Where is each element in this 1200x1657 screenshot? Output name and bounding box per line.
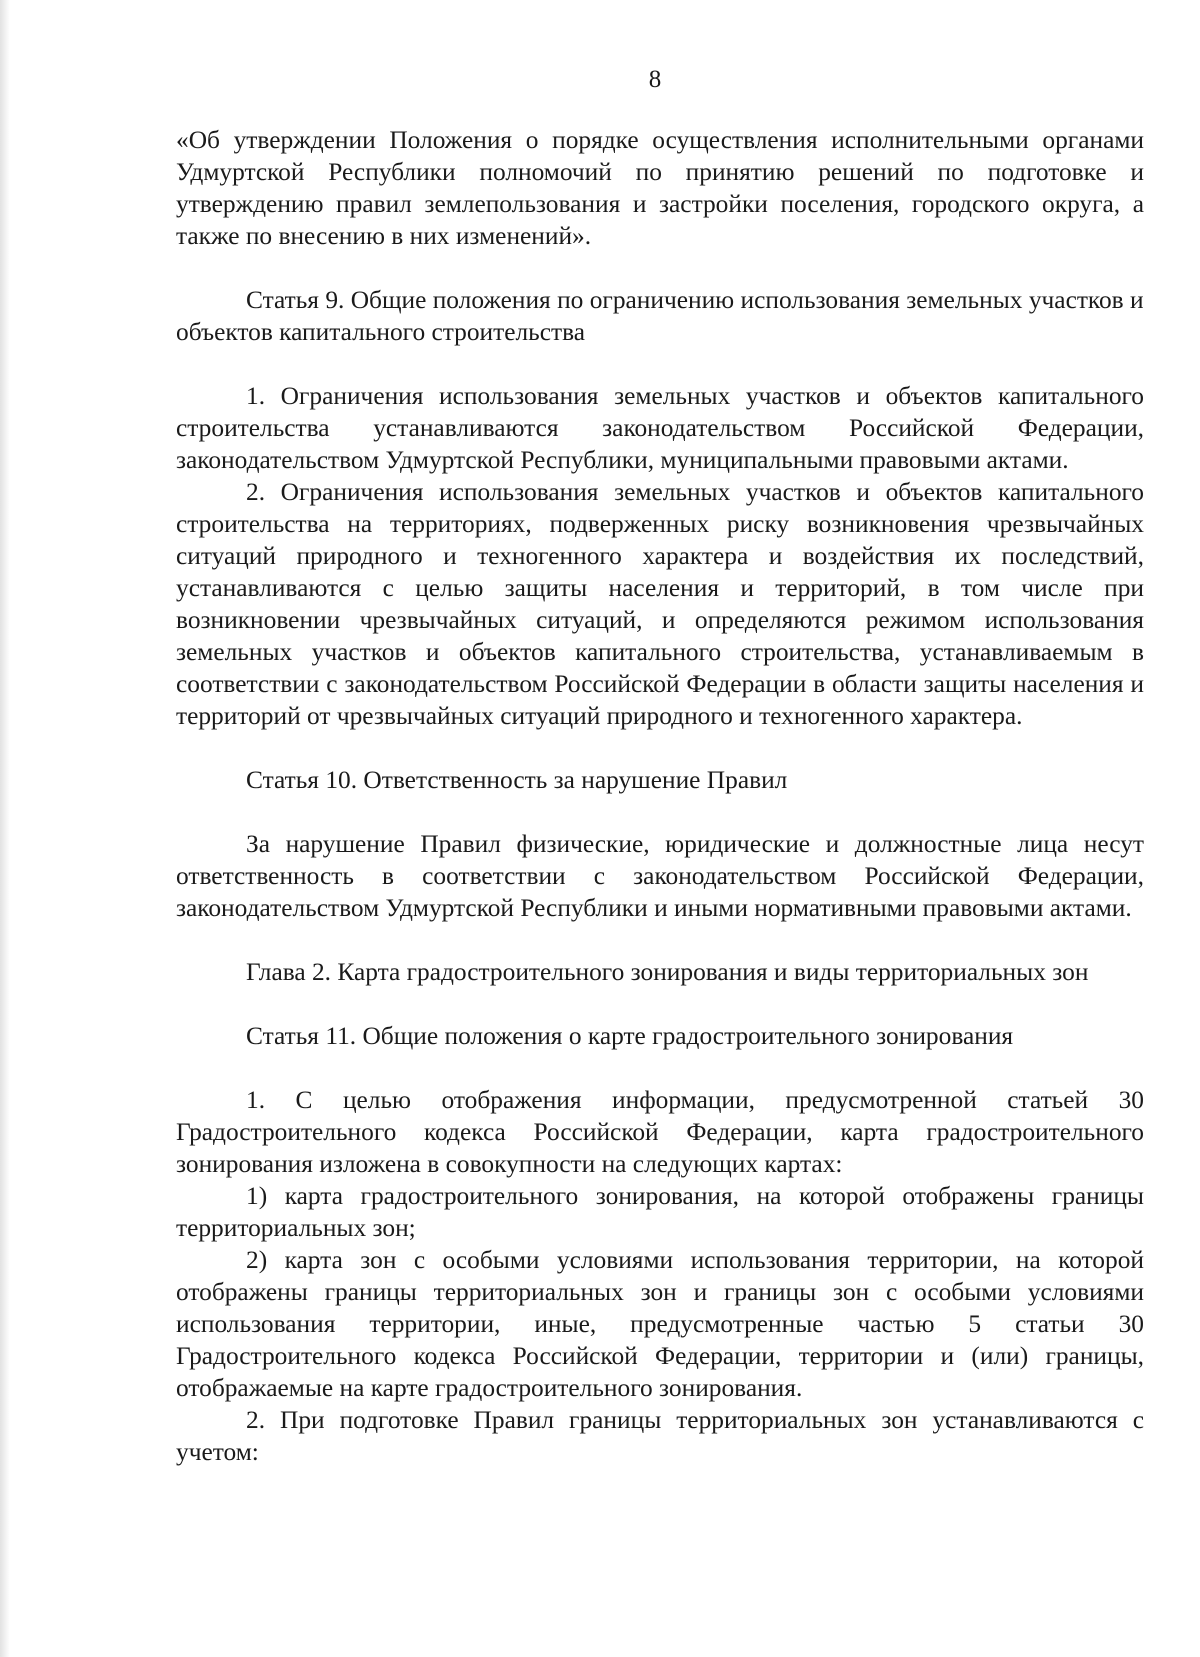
article-10-text: За нарушение Правил физические, юридические и должностные лица несут ответственность в соответствии с законодательством Российской Федерации, законодательством Удмуртской Республики и иными нормативными правовыми актами. (176, 830, 1144, 922)
article-11-heading: Статья 11. Общие положения о карте градостроительного зонирования (246, 1022, 1014, 1050)
article-11-subitem-1: 1) карта градостроительного зонирования, на которой отображены границы территориальных зон; (176, 1182, 1144, 1242)
paragraph-intro: «Об утверждении Положения о порядке осуществления исполнительными органами Удмуртской Республики полномочий по принятию решений по подготовке и утверждению правил землепользования и застройки поселения, городского округа, а также по внесению в них изменений». (176, 126, 1144, 250)
article-11-item-1: 1. С целью отображения информации, предусмотренной статьей 30 Градостроительного кодекса Российской Федерации, карта градостроительного зонирования изложена в совокупности на следующих картах: (176, 1086, 1144, 1178)
document-body (176, 124, 1144, 1468)
chapter-2-heading: Глава 2. Карта градостроительного зонирования и виды территориальных зон (246, 958, 1089, 986)
scan-edge (0, 0, 10, 1657)
page-number: 8 (648, 66, 662, 93)
article-9-item-1: 1. Ограничения использования земельных участков и объектов капитального строительства устанавливаются законодательством Российской Федерации, законодательством Удмуртской Республики, муниципальными правовыми актами. (176, 382, 1144, 474)
article-11-subitem-2: 2) карта зон с особыми условиями использования территории, на которой отображены границы территориальных зон и границы зон с особыми условиями использования территории, иные, предусмотренные частью 5 статьи 30 Градостроительного кодекса Российской Федерации, территории и (или) границы, отображаемые на карте градостроительного зонирования. (176, 1246, 1144, 1402)
article-10-heading: Статья 10. Ответственность за нарушение Правил (246, 766, 788, 794)
article-11-item-2: 2. При подготовке Правил границы территориальных зон устанавливаются с учетом: (176, 1406, 1144, 1466)
article-9-heading: Статья 9. Общие положения по ограничению использования земельных участков и объектов капитального строительства (176, 286, 1144, 346)
article-9-item-2: 2. Ограничения использования земельных участков и объектов капитального строительства на территориях, подверженных риску возникновения чрезвычайных ситуаций природного и техногенного характера и воздействия их последствий, устанавливаются с целью защиты населения и территорий, в том числе при возникновении чрезвычайных ситуаций, и определяются режимом использования земельных участков и объектов капитального строительства, устанавливаемым в соответствии с законодательством Российской Федерации в области защиты населения и территорий от чрезвычайных ситуаций природного и техногенного характера. (176, 478, 1144, 730)
